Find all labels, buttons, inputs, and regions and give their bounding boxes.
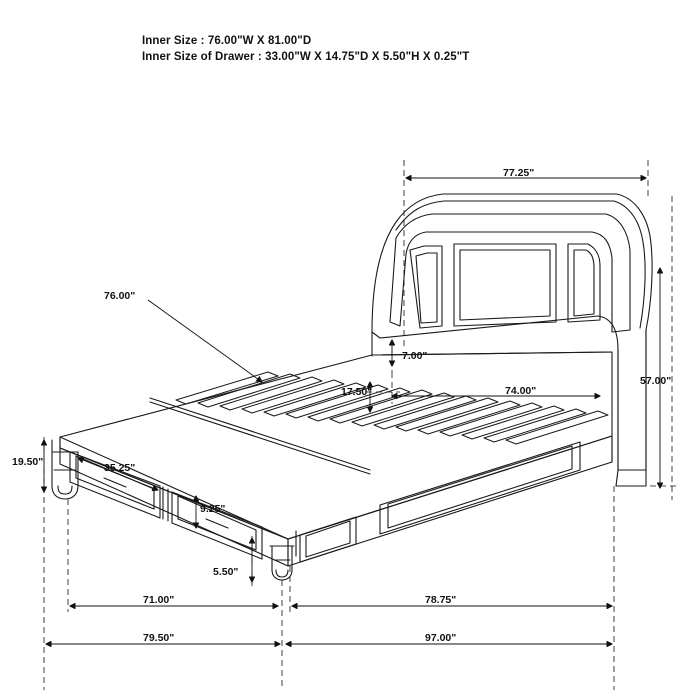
dim-side-length-front: 71.00" [143, 594, 175, 606]
dim-headboard-width: 77.25" [503, 167, 535, 179]
dim-drawer-depth: 9.25" [200, 503, 226, 515]
dim-deck-inner-width: 74.00" [505, 385, 537, 397]
dim-drawer-width: 35.25" [104, 462, 136, 474]
inner-size-line: Inner Size : 76.00"W X 81.00"D [142, 35, 312, 47]
dim-headboard-height: 57.00" [640, 375, 672, 387]
dim-mattress-width: 76.00" [104, 290, 136, 302]
dim-overall-length-left: 79.50" [143, 632, 175, 644]
dim-rail-height: 19.50" [12, 456, 44, 468]
dim-side-length-back: 78.75" [425, 594, 457, 606]
dim-overall-length-right: 97.00" [425, 632, 457, 644]
dim-slat-spacing: 17.50" [341, 386, 373, 398]
dim-drawer-clearance: 5.50" [213, 566, 239, 578]
dim-slat-gap: 7.00" [402, 350, 428, 362]
inner-size-drawer-line: Inner Size of Drawer : 33.00"W X 14.75"D X 5.50"H X 0.25"T [142, 51, 470, 63]
